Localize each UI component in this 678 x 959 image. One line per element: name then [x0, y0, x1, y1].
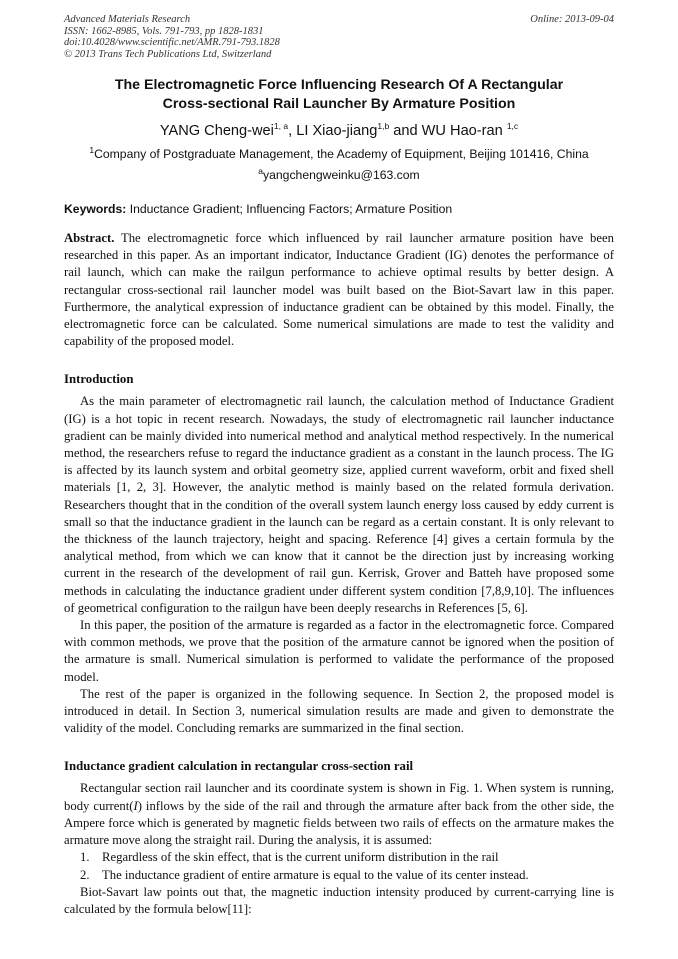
- list-number: 2.: [80, 867, 90, 882]
- title-line-2: Cross-sectional Rail Launcher By Armature Position: [162, 96, 516, 112]
- author-name: YANG Cheng-wei: [159, 123, 274, 139]
- list-text: Regardless of the skin effect, that is the current uniform distribution in the rail: [102, 850, 499, 865]
- journal-name: Advanced Materials Research: [64, 14, 191, 25]
- current-symbol: I: [133, 798, 138, 813]
- list-item: [64, 849, 614, 866]
- list-text: The inductance gradient of entire armature is equal to the value of its center instead.: [102, 867, 529, 882]
- author-affiliation-mark: 1,b: [377, 121, 390, 132]
- paragraph: The rest of the paper is organized in the following sequence. In Section 2, the proposed model is introduced in detail. In Section 3, numerical simulation results are made and given to demonstrate the validity of the model. Concluding remarks are summarized in the final section.: [64, 686, 614, 736]
- affiliation-mark: 1: [89, 144, 95, 155]
- author-name: LI Xiao-jiang: [296, 123, 378, 139]
- issn-line: ISSN: 1662-8985, Vols. 791-793, pp 1828-1831: [64, 25, 264, 37]
- email-address[interactable]: yangchengweinku@163.com: [263, 168, 420, 182]
- paragraph: [64, 780, 614, 849]
- list-number: 1.: [80, 850, 90, 865]
- doi-line: doi:10.4028/www.scientific.net/AMR.791-793.1828: [64, 37, 280, 48]
- copyright-line: © 2013 Trans Tech Publications Ltd, Switzerland: [64, 48, 272, 60]
- keywords: [64, 201, 614, 217]
- abstract-text: The electromagnetic force which influenced by rail launcher armature position have been researched in this paper. As an important indicator, Inductance Gradient (IG) denotes the performance of rail launch, which can make the railgun performance to achieve optimal results by better design. A rectangular cross-sectional rail launcher model was built based on the Biot-Savart law in this paper. Furthermore, the analytical expression of inductance gradient can be obtained by this model. Finally, the electromagnetic force can be calculated. Some numerical simulations are made to test the validity and capability of the proposed model.: [64, 231, 614, 349]
- email-mark: a: [258, 165, 264, 176]
- abstract-label: Abstract.: [64, 231, 115, 245]
- abstract: [64, 230, 614, 350]
- keywords-text: Inductance Gradient; Influencing Factors; Armature Position: [126, 202, 453, 216]
- author-name: WU Hao-ran: [421, 123, 503, 139]
- paragraph: As the main parameter of electromagnetic rail launch, the calculation method of Inductance Gradient (IG) is a hot topic in recent research. Nowadays, the study of electromagnetic rail launcher inductance gradient can be mainly divided into numerical method and analytical method respectively. In the numerical method, the researchers refuse to regard the inductance gradient as a constant in the launch process. The IG is affected by its launch system and orbital geometry size, applied current waveform, orbit and fixed shell materials [1, 2, 3]. However, the analytic method is mainly based on the related formula derivation. Researchers thought that in the condition of the overall system launch energy loss caused by eddy current is small so that the inductance gradient in the launch can be regard as a certain constant. It is only relevant to the thickness of the launch trajectory, height and spacing. Reference [4] gives a certain formula by the analytical method, from which we can know that it cannot be the direction just by increasing working current in the research of the development of rail gun. Kerrisk, Grover and Batteh have proposed some methods in calculating the inductance gradient under different system condition [7,8,9,10]. The influences of geometrical configuration to the railgun have been deeply researchs in References [5, 6].: [64, 394, 614, 615]
- online-date: Online: 2013-09-04: [530, 14, 614, 25]
- author-affiliation-mark: 1,c: [506, 121, 519, 132]
- affiliation: [64, 146, 614, 162]
- affiliation-text: Company of Postgraduate Management, the Academy of Equipment, Beijing 101416, China: [94, 147, 589, 161]
- author-separator: ,: [288, 123, 297, 139]
- running-header: [64, 14, 614, 60]
- introduction-body: [64, 393, 614, 737]
- list-item: [64, 867, 614, 884]
- paragraph: Biot-Savart law points out that, the magnetic induction intensity produced by current-carrying line is calculated by the formula below[11]:: [64, 884, 614, 916]
- introduction-heading: Introduction: [64, 372, 134, 387]
- author-separator: and: [389, 123, 422, 139]
- publication-info: [64, 14, 280, 60]
- author-affiliation-mark: 1, a: [273, 121, 289, 132]
- title-line-1: The Electromagnetic Force Influencing Research Of A Rectangular: [114, 77, 564, 93]
- section-heading: Inductance gradient calculation in rectangular cross-section rail: [64, 759, 414, 774]
- author-list: [64, 122, 614, 140]
- section-body: [64, 780, 614, 918]
- author-email: [64, 167, 614, 183]
- paragraph-text: Rectangular section rail launcher and its coordinate system is shown in Fig. 1. When system is running, body current(: [64, 781, 614, 813]
- paper-title: [64, 76, 614, 114]
- keywords-label: Keywords:: [64, 202, 127, 216]
- paragraph: In this paper, the position of the armature is regarded as a factor in the electromagnetic force. Compared with common methods, we prove that the position of the armature cannot be ignored when the position of the armature is small. Numerical simulation is performed to validate the performance of the proposed model.: [64, 618, 614, 684]
- paragraph-text: ) inflows by the side of the rail and through the armature after back from the other side, the Ampere force which is generated by magnetic fields between two rails of effects on the armature makes the armature move along the straight rail. During the analysis, it is assumed:: [64, 798, 614, 848]
